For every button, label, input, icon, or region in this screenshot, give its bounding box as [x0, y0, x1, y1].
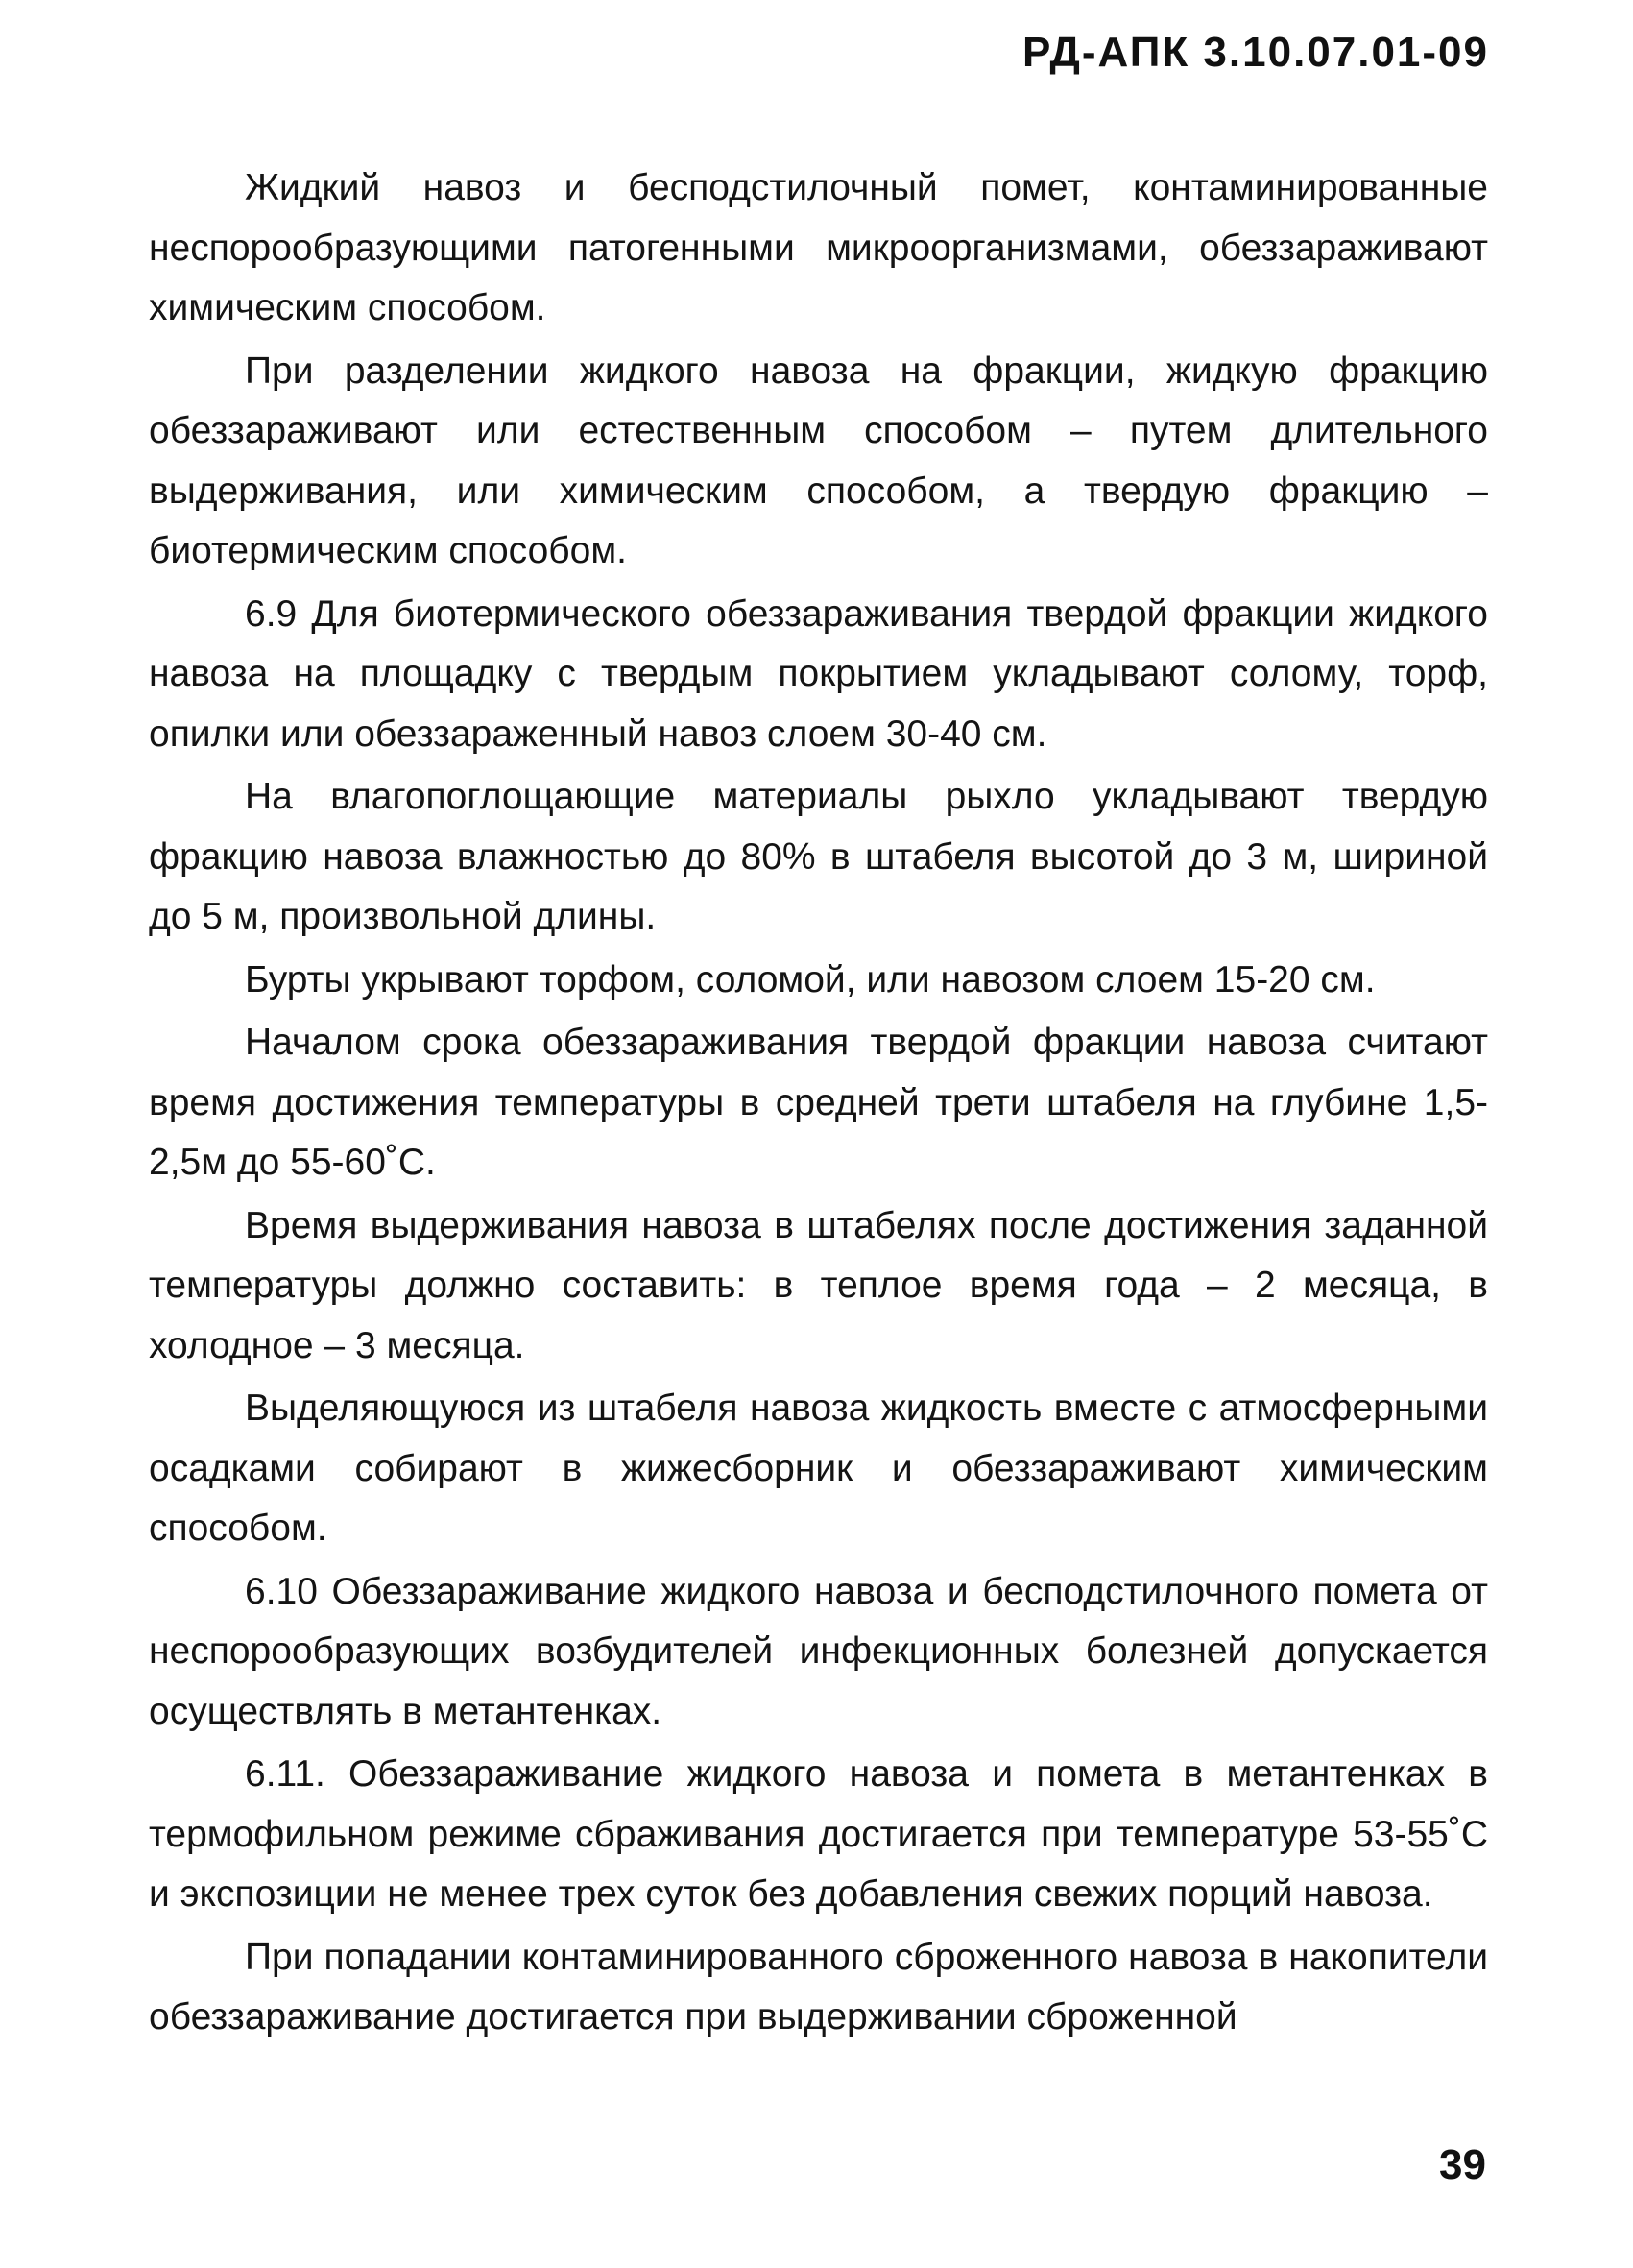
document-code-header: РД-АПК 3.10.07.01-09 [1021, 29, 1489, 76]
paragraph: Жидкий навоз и бесподстилочный помет, контаминированные неспорообразующими патогенными микроорганизмами, обеззараживают химическим способом. [149, 167, 1488, 328]
paragraph: Время выдерживания навоза в штабелях после достижения заданной температуры должно составить: в теплое время года – 2 месяца, в холодное – 3 месяца. [149, 1204, 1488, 1366]
document-body [149, 158, 1488, 2048]
paragraph: 6.11. Обеззараживание жидкого навоза и помета в метантенках в термофильном режиме сбраживания достигается при температуре 53-55˚С и экспозиции не менее трех суток без добавления свежих порций навоза. [149, 1753, 1488, 1915]
paragraph: Выделяющуюся из штабеля навоза жидкость вместе с атмосферными осадками собирают в жижесборник и обеззараживают химическим способом. [149, 1387, 1488, 1549]
paragraph: 6.10 Обеззараживание жидкого навоза и бесподстилочного помета от неспорообразующих возбудителей инфекционных болезней допускается осуществлять в метантенках. [149, 1570, 1488, 1732]
paragraph: При разделении жидкого навоза на фракции, жидкую фракцию обеззараживают или естественным способом – путем длительного выдерживания, или химическим способом, а твердую фракцию – биотермическим способом. [149, 350, 1488, 571]
paragraph: На влагопоглощающие материалы рыхло укладывают твердую фракцию навоза влажностью до 80% в штабеля высотой до 3 м, шириной до 5 м, произвольной длины. [149, 776, 1488, 937]
paragraph: Бурты укрывают торфом, соломой, или навозом слоем 15-20 см. [245, 958, 1376, 1001]
paragraph: 6.9 Для биотермического обеззараживания твердой фракции жидкого навоза на площадку с твердым покрытием укладывают солому, торф, опилки или обеззараженный навоз слоем 30-40 см. [149, 592, 1488, 755]
page-number: 39 [1439, 2141, 1486, 2188]
paragraph: При попадании контаминированного сброженного навоза в накопители обеззараживание достигается при выдерживании сброженной [149, 1936, 1488, 2038]
paragraph: Началом срока обеззараживания твердой фракции навоза считают время достижения температуры в средней трети штабеля на глубине 1,5-2,5м до 55-60˚С. [149, 1022, 1488, 1183]
